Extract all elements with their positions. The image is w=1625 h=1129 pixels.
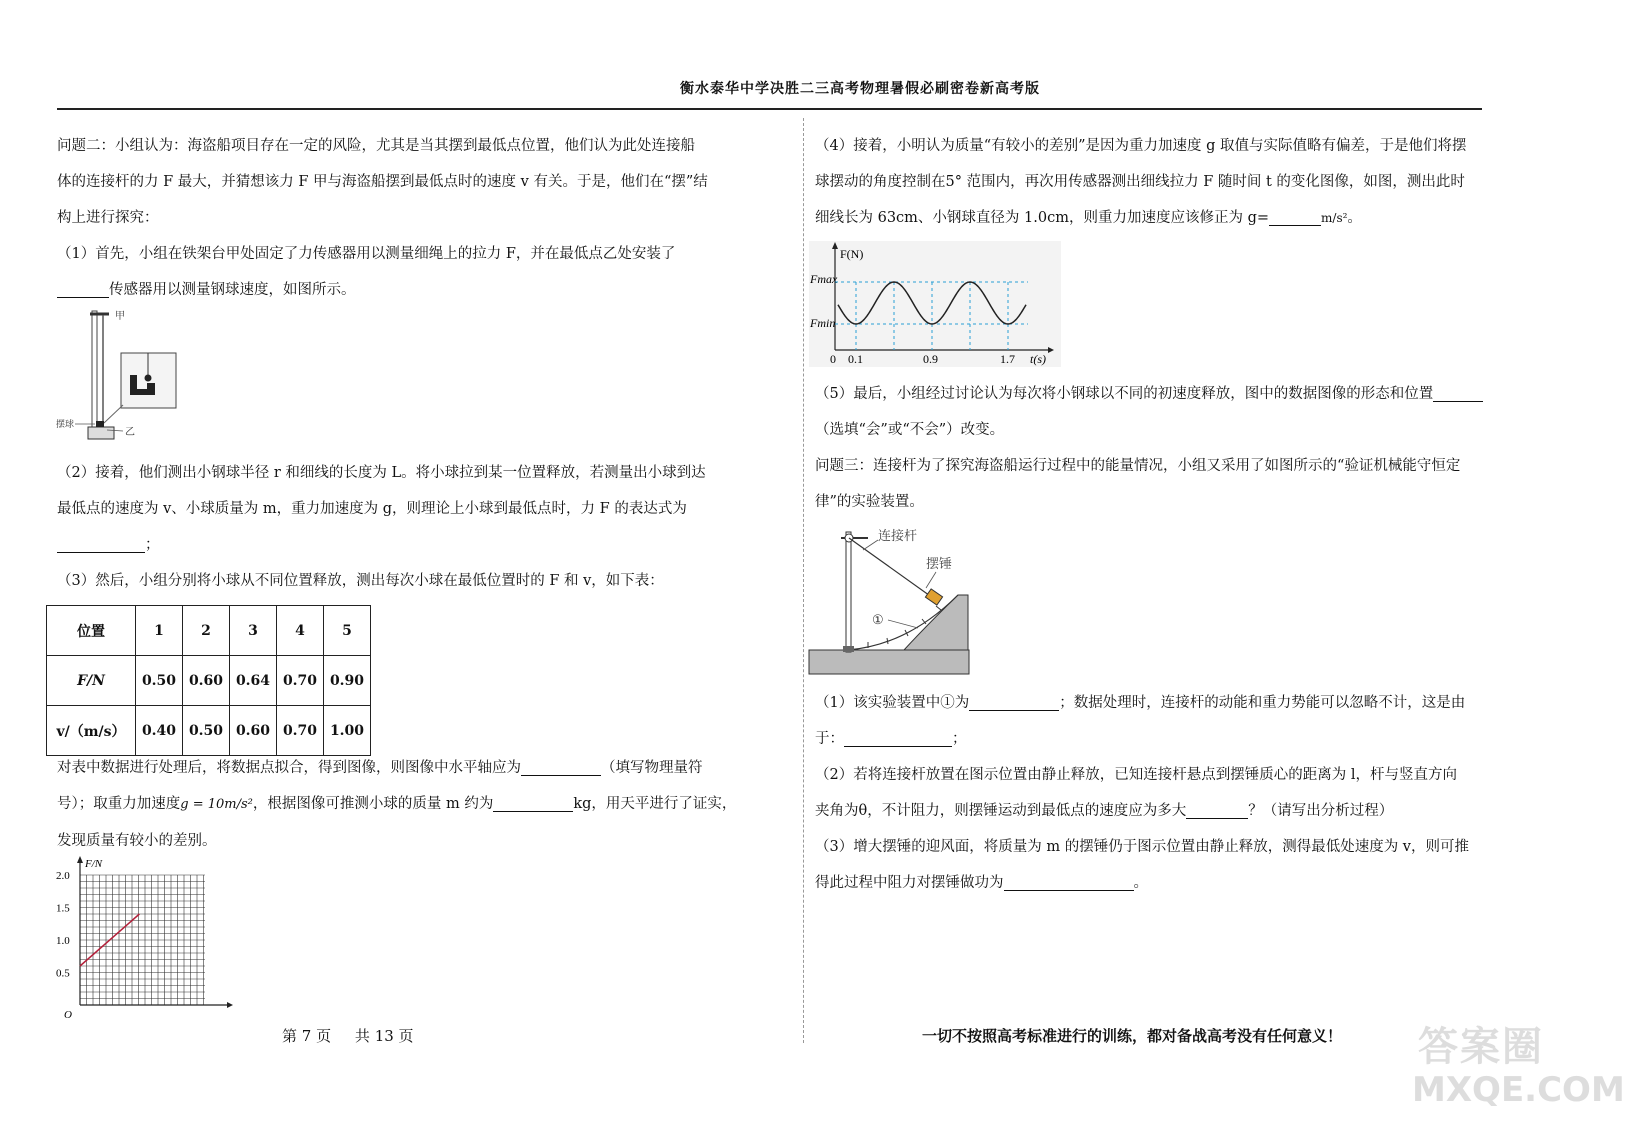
table-cell: 4	[277, 606, 324, 656]
sensor-apparatus-figure	[55, 305, 180, 450]
left-column-mid	[57, 455, 706, 599]
table-cell: 1.00	[324, 706, 371, 756]
watermark-url: MXQE.COM	[1412, 1070, 1625, 1110]
header-rule	[57, 108, 1482, 110]
table-cell: 0.70	[277, 706, 324, 756]
footer-motto: 一切不按照高考标准进行的训练，都对备战高考没有任何意义！	[922, 1027, 1343, 1045]
q3-axis-blank[interactable]	[521, 757, 601, 776]
r3-line2	[815, 865, 1469, 901]
page-number: 第 7 页 共 13 页	[282, 1027, 414, 1045]
r2-line2	[815, 793, 1469, 829]
table-cell: 2	[183, 606, 230, 656]
q1-line1: （1）首先，小组在铁架台甲处固定了力传感器用以测量细绳上的拉力 F，并在最低点乙处安装了	[57, 246, 676, 262]
problem2-line1: 问题二：小组认为：海盗船项目存在一定的风险，尤其是当其摆到最低点位置，他们认为此处连接船	[57, 138, 695, 154]
table-cell: 0.90	[324, 656, 371, 706]
table-cell: 位置	[47, 606, 136, 656]
ft-y-label: F(N)	[840, 247, 864, 261]
r3-line1: （3）增大摆锤的迎风面，将质量为 m 的摆锤仍于图示位置由静止释放，测得最低处速度为 v，则可推	[815, 839, 1469, 855]
y-tick-label: 2.0	[56, 870, 70, 882]
q4-g-blank[interactable]	[1269, 207, 1321, 226]
q5-answer-blank[interactable]	[1433, 383, 1483, 402]
q3-text-e: kg，用天平进行了证实，	[573, 796, 737, 812]
q4-unit: m/s²	[1321, 211, 1348, 225]
r2-line1: （2）若将连接杆放置在图示位置由静止释放，已知连接杆悬点到摆锤质心的距离为 l，杆与竖直方向	[815, 767, 1457, 783]
x-tick-0: 0	[830, 352, 836, 366]
problem2-line2: 体的连接杆的力 F 最大，并猜想该力 F 甲与海盗船摆到最低点时的速度 v 有关。于是，他们在“摆”结	[57, 174, 708, 190]
q1-line2	[57, 272, 708, 308]
r1-text-a: （1）该实验装置中①为	[815, 695, 970, 711]
table-cell: 0.70	[277, 656, 324, 706]
q2-answer-blank[interactable]	[57, 534, 145, 553]
problem3-line1: 问题三：连接杆为了探究海盗船运行过程中的能量情况，小组又采用了如图所示的“验证机械能守恒定	[815, 458, 1461, 474]
table-cell: 3	[230, 606, 277, 656]
r1-device-blank[interactable]	[969, 692, 1059, 711]
fmax-label: Fmax	[810, 272, 838, 286]
q4-line2: 球摆动的角度控制在5° 范围内，再次用传感器测出细线拉力 F 随时间 t 的变化图像，如图，测出此时	[815, 174, 1465, 190]
q3-text-d: ，根据图像可推测小球的质量 m 约为	[252, 796, 494, 812]
table-cell: F/N	[47, 656, 136, 706]
y-tick-label: 1.5	[56, 902, 70, 915]
q4-line1: （4）接着，小明认为质量“有较小的差别”是因为重力加速度 g 取值与实际值略有偏差，于是他们将摆	[815, 138, 1467, 154]
label-jia: 甲	[115, 311, 125, 322]
q3-line4: 发现质量有较小的差别。	[57, 833, 217, 849]
q2-line2: 最低点的速度为 v、小球质量为 m，重力加速度为 g，则理论上小球到最低点时，力 F 的表达式为	[57, 501, 687, 517]
q1-answer-blank[interactable]	[57, 279, 109, 298]
r1-punct: ；	[952, 731, 967, 747]
q4-punct: 。	[1347, 210, 1362, 226]
r2-text-a: 夹角为θ，不计阻力，则摆锤运动到最低点的速度应为多大	[815, 803, 1187, 819]
r1-text-b: ；数据处理时，连接杆的动能和重力势能可以忽略不计，这是由	[1059, 695, 1466, 711]
x-tick-1: 0.1	[848, 352, 863, 366]
table-cell: 0.50	[136, 656, 183, 706]
left-column-lower	[57, 750, 736, 859]
fit-line-chart	[55, 855, 235, 1020]
y-axis-label: F/N	[85, 858, 103, 870]
x-tick-2: 0.9	[923, 352, 938, 366]
table-cell: 0.50	[183, 706, 230, 756]
r1-reason-blank[interactable]	[844, 728, 952, 747]
r1-text-c: 于：	[815, 731, 844, 747]
right-column-lower	[815, 685, 1469, 901]
column-divider	[803, 118, 805, 1043]
right-column	[815, 128, 1467, 236]
r1-line1	[815, 685, 1469, 721]
q1-text: 传感器用以测量钢球速度，如图所示。	[109, 282, 356, 298]
r3-punct: 。	[1133, 875, 1148, 891]
table-cell: 5	[324, 606, 371, 656]
q2-line3	[57, 527, 706, 563]
circle-one-label: ①	[872, 612, 884, 627]
r1-line2	[815, 721, 1469, 757]
force-time-chart	[808, 240, 1063, 370]
rod-label: 连接杆	[878, 528, 918, 543]
x-tick-3: 1.7	[1000, 352, 1015, 366]
y-tick-label: 1.0	[56, 935, 70, 947]
fmin-label: Fmin	[810, 316, 836, 330]
label-baiqiu: 摆球	[56, 419, 75, 429]
r2-text-b: ？（请写出分析过程）	[1248, 803, 1394, 819]
watermark-logo: 答案圈	[1418, 1024, 1544, 1070]
q5-text: （5）最后，小组经过讨论认为每次将小钢球以不同的初速度释放，图中的数据图像的形态和位置	[815, 386, 1434, 402]
r2-speed-blank[interactable]	[1186, 800, 1248, 819]
q3-line1: （3）然后，小组分别将小球从不同位置释放，测出每次小球在最低位置时的 F 和 v，如下表：	[57, 573, 664, 589]
r3-work-blank[interactable]	[1004, 872, 1134, 891]
q2-punct: ；	[145, 537, 160, 553]
table-cell: 0.60	[230, 706, 277, 756]
problem2-line3: 构上进行探究：	[57, 210, 159, 226]
q2-line1: （2）接着，他们测出小钢球半径 r 和细线的长度为 L。将小球拉到某一位置释放，若测量出小球到达	[57, 465, 706, 481]
y-tick-label: 0.5	[56, 967, 70, 980]
energy-apparatus-figure	[808, 520, 973, 680]
table-cell: 0.40	[136, 706, 183, 756]
ft-x-label: t(s)	[1030, 352, 1046, 366]
q3-text-b: （填写物理量符	[601, 760, 703, 776]
q3-line2	[57, 750, 736, 786]
q4-line3	[815, 200, 1467, 236]
table-cell: 0.60	[183, 656, 230, 706]
problem3-line2: 律”的实验装置。	[815, 494, 924, 510]
ball-icon	[145, 375, 152, 382]
q4-text-a: 细线长为 63cm、小钢球直径为 1.0cm，则重力加速度应该修正为 g=	[815, 210, 1270, 226]
q3-line3	[57, 786, 736, 823]
q3-text-c: 号）；取重力加速度	[57, 796, 181, 812]
table-row	[47, 606, 371, 656]
table-row	[47, 706, 371, 756]
left-column	[57, 128, 708, 308]
q5-line2: （选填“会”或“不会”）改变。	[815, 422, 1005, 438]
q3-mass-blank[interactable]	[493, 793, 573, 812]
g-value: g = 10m/s²	[180, 797, 253, 812]
table-cell: 1	[136, 606, 183, 656]
q3-text-a: 对表中数据进行处理后，将数据点拟合，得到图像，则图像中水平轴应为	[57, 760, 521, 776]
r3-text-a: 得此过程中阻力对摆锤做功为	[815, 875, 1004, 891]
page-header: 衡水泰华中学决胜二三高考物理暑假必刷密卷新高考版	[680, 81, 1040, 97]
table-row	[47, 656, 371, 706]
right-column-mid	[815, 376, 1483, 520]
label-yi: 乙	[125, 427, 135, 438]
table-cell: v/（m/s）	[47, 706, 136, 756]
hammer-icon	[925, 589, 942, 605]
data-table	[46, 605, 371, 756]
hammer-label: 摆锤	[926, 556, 953, 571]
origin-label: O	[64, 1009, 72, 1021]
table-cell: 0.64	[230, 656, 277, 706]
q5-line1	[815, 376, 1483, 412]
